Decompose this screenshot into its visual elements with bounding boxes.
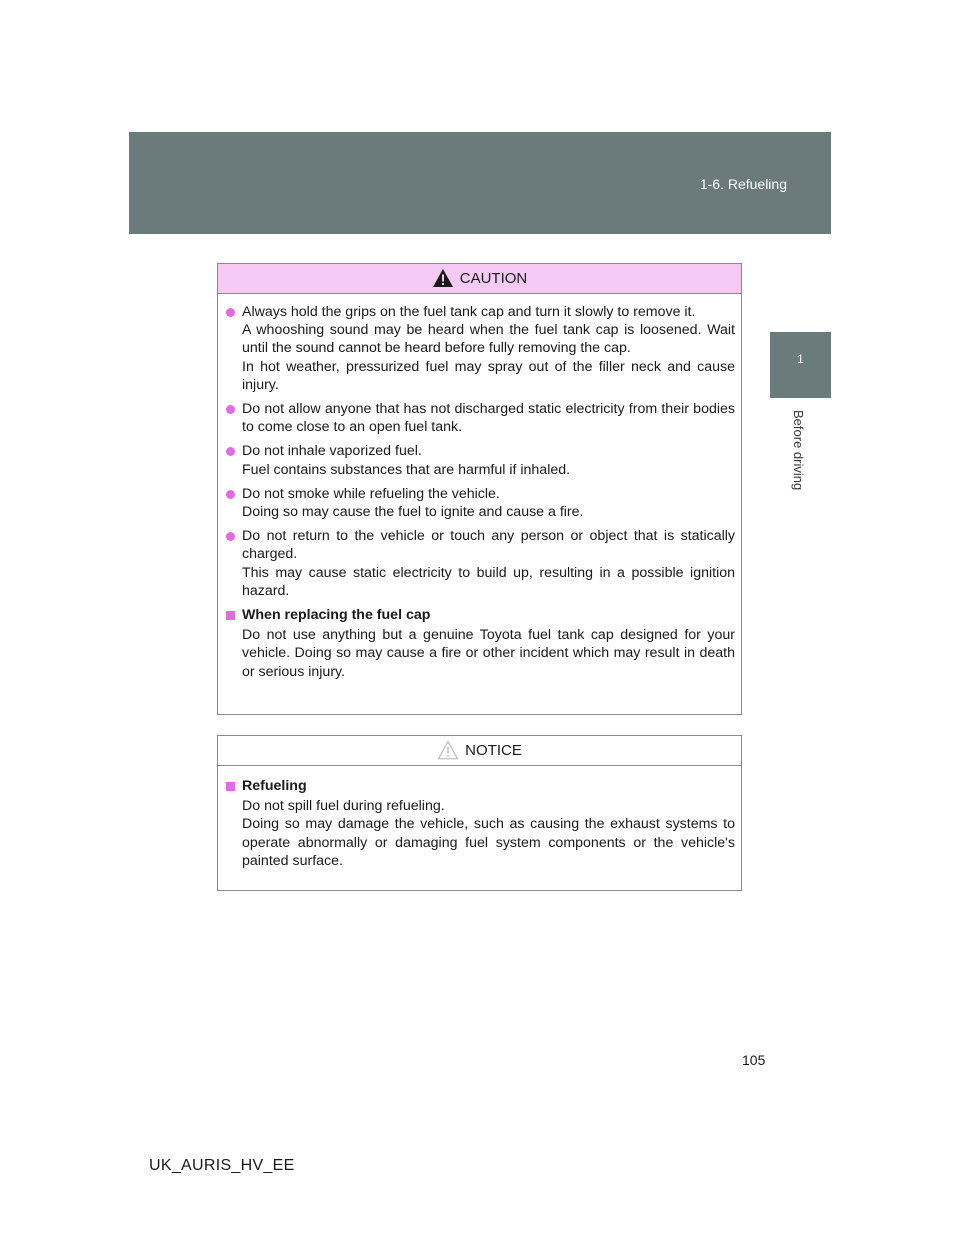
caution-section-body [224,626,735,681]
notice-section [224,777,735,795]
square-bullet-icon [226,782,235,791]
bullet-icon [226,308,235,317]
notice-section-heading: Refueling [242,778,307,794]
caution-item [224,303,735,394]
caution-text: Do not inhale vaporized fuel. [242,443,422,460]
caution-title: CAUTION [459,270,528,287]
bullet-icon [226,532,235,541]
caution-text: In hot weather, pressurized fuel may spray out of the filler neck and cause injury. [242,358,735,393]
chapter-number: 1 [797,352,804,366]
caution-text: Do not allow anyone that has not discharged static electricity from their bodies to come close to an open fuel tank. [242,401,735,436]
chapter-label: Before driving [791,410,806,491]
caution-item [224,442,735,478]
page-number: 105 [742,1052,766,1068]
caution-section [224,606,735,624]
caution-text: Always hold the grips on the fuel tank cap and turn it slowly to remove it. [242,304,696,320]
notice-section-body [224,797,735,870]
caution-item [224,485,735,521]
caution-box [217,263,742,715]
caution-text: Fuel contains substances that are harmful if inhaled. [242,461,571,478]
warning-triangle-outline-icon [437,740,459,760]
caution-text: Do not return to the vehicle or touch any person or object that is statically charged. [242,528,735,563]
document-code: UK_AURIS_HV_EE [149,1157,295,1174]
notice-body [218,766,741,870]
section-title: 1-6. Refueling [699,176,787,192]
caution-text: Do not smoke while refueling the vehicle. [242,485,500,502]
caution-item [224,527,735,600]
caution-section-text: Do not use anything but a genuine Toyota fuel tank cap designed for your vehicle. Doing so may cause a fire or other incident which may result in death or serious injury. [242,627,735,680]
bullet-icon [226,447,235,456]
caution-text: A whooshing sound may be heard when the fuel tank cap is loosened. Wait until the sound cannot be heard before fully removing the cap. [242,322,735,357]
notice-text: Doing so may damage the vehicle, such as causing the exhaust systems to operate abnormally or damaging fuel system components or the vehicle's painted surface. [242,816,735,869]
caution-text: Doing so may cause the fuel to ignite and cause a fire. [242,504,584,521]
caution-header [218,264,741,294]
notice-text: Do not spill fuel during refueling. [242,798,445,815]
page-header [129,132,831,234]
bullet-icon [226,405,235,414]
caution-section-heading: When replacing the fuel cap [242,607,431,624]
bullet-icon [226,490,235,499]
caution-body [218,294,741,681]
notice-header [218,736,741,766]
caution-item [224,400,735,436]
square-bullet-icon [226,611,235,620]
warning-triangle-filled-icon [432,268,454,288]
caution-text: This may cause static electricity to build up, resulting in a possible ignition hazard. [242,564,735,599]
notice-title: NOTICE [465,742,522,759]
notice-box [217,735,742,891]
chapter-tab [770,332,831,398]
